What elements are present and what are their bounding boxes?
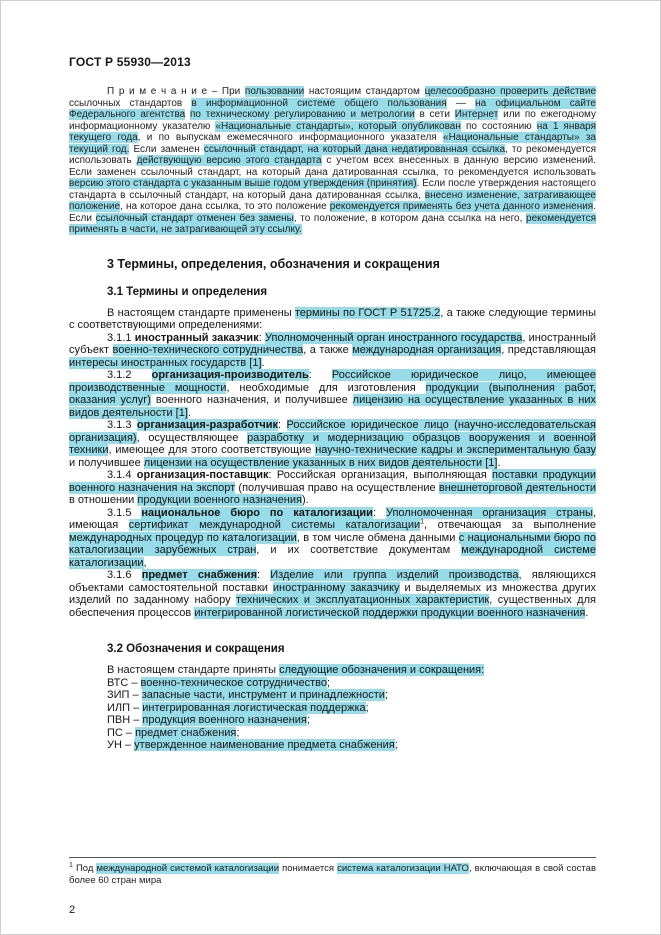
section-3-2-heading: 3.2 Обозначения и сокращения — [107, 643, 285, 655]
term-definition-3-1-3: 3.1.3 организация-разработчик: Российское юридическое лицо (научно-исследовательская организация), осуществляющее разработку и модернизацию образцов вооружения и военной техники, имеющее для этого соответствующие научно-технические кадры и экспериментальную базу и получившее лицензии на осуществление указанных в них видов деятельности [1]. — [69, 419, 597, 469]
footnote-separator — [69, 857, 596, 858]
section-3-heading: 3 Термины, определения, обозначения и сокращения — [107, 256, 440, 271]
terms-intro-paragraph: В настоящем стандарте применены термины по ГОСТ Р 51725.2, а также следующие термины с соответствующими определениями: — [69, 306, 596, 331]
abbreviation-item-zip: ЗИП – запасные части, инструмент и принадлежности; — [107, 689, 388, 702]
abbreviation-item-un: УН – утвержденное наименование предмета снабжения; — [107, 739, 398, 752]
content-area — [1, 1, 660, 752]
term-definition-3-1-2: 3.1.2 организация-производитель: Российское юридическое лицо, имеющее производственные мощности, необходимые для изготовления продукции (выполнения работ, оказания услуг) военного назначения, и получившее лицензию на осуществление указанных в них видов деятельности [1]. — [69, 369, 596, 419]
section-3-1-heading: 3.1 Термины и определения — [107, 285, 268, 298]
note-paragraph: П р и м е ч а н и е – При пользовании настоящим стандартом целесообразно проверить действие ссылочных стандартов в информационной системе общего пользования — на официальном сайте Федерального агентства по техническому регулированию и метрологии в сети Интернет или по ежегодному информационному указателю «Национальные стандарты», который опубликован по состоянию на 1 января текущего года, и по выпускам ежемесячного информационного указателя «Национальные стандарты» за текущий год. Если заменен ссылочный стандарт, на который дана недатированная ссылка, то рекомендуется использовать действующую версию этого стандарта с учетом всех внесенных в данную версию изменений. Если заменен ссылочный стандарт, на который дана датированная ссылка, то рекомендуется использовать версию этого стандарта с указанным выше годом утверждения (принятия). Если после утверждения настоящего стандарта в ссылочный стандарт, на который дана датированная ссылка, внесено изменение, затрагивающее положение, на которое дана ссылка, то это положение рекомендуется применять без учета данного изменения. Если ссылочный стандарт отменен без замены, то положение, в котором дана ссылка на него, рекомендуется применять в части, не затрагивающей эту ссылку. — [69, 86, 597, 235]
term-definition-3-1-5: 3.1.5 национальное бюро по каталогизации: Уполномоченная организация страны, имеющая сертификат международной системы каталогизации$^1$, отвечающая за выполнение международных процедур по каталогизации, в том числе обмена данными с национальными бюро по каталогизации зарубежных стран, и их соответствие документам международной системе каталогизации, — [69, 506, 596, 569]
term-definition-3-1-6: 3.1.6 предмет снабжения: Изделие или группа изделий производства, являющихся объектами самостоятельной поставки иностранному заказчику и выделяемых из множества других изделий по заданному набору технических и эксплуатационных характеристик, существенных для обеспечения процессов интегрированной логистической поддержки продукции военного назначения. — [69, 569, 596, 619]
term-definition-3-1-1: 3.1.1 иностранный заказчик: Уполномоченный орган иностранного государства, иностранный субъект военно-технического сотрудничества, а также международная организация, представляющая интересы иностранных государств [1]. — [69, 331, 596, 369]
abbreviation-item-ilp: ИЛП – интегрированная логистическая поддержка; — [107, 701, 369, 714]
page-number: 2 — [69, 904, 76, 916]
term-definition-3-1-4: 3.1.4 организация-поставщик: Российская организация, выполняющая поставки продукции военного назначения на экспорт (получившая право на осуществление внешнеторговой деятельности в отношении продукции военного назначения). — [69, 469, 597, 506]
abbreviations-intro-paragraph: В настоящем стандарте приняты следующие обозначения и сокращения: — [107, 664, 485, 676]
footnote — [69, 857, 596, 886]
document-header: ГОСТ Р 55930—2013 — [69, 55, 191, 69]
footnote-text: $^1$ Под международной системой каталогизации понимается система каталогизации НАТО, включающая в свой состав более 60 стран мира — [69, 861, 596, 886]
abbreviation-item-vts: ВТС – военно-техническое сотрудничество; — [107, 676, 331, 689]
abbreviation-item-ps: ПС – предмет снабжения; — [107, 726, 240, 739]
abbreviation-item-pvn: ПВН – продукция военного назначения; — [107, 714, 310, 727]
